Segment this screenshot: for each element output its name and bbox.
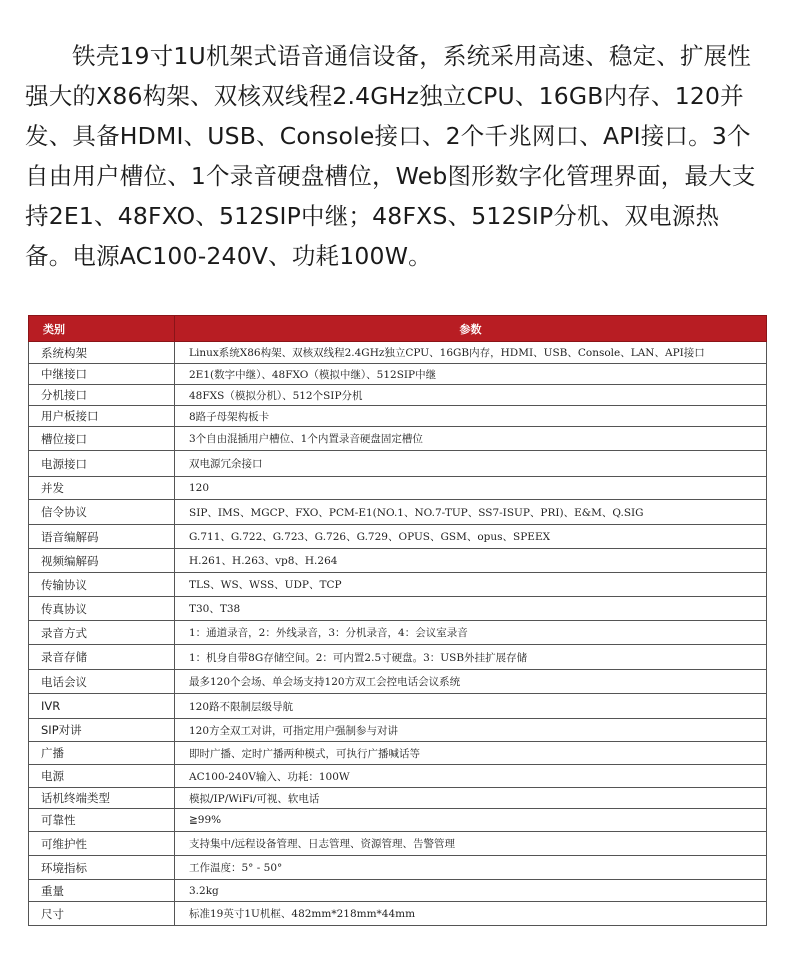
row-value: 双电源冗余接口 — [175, 451, 767, 477]
row-value: Linux系统X86构架、双核双线程2.4GHz独立CPU、16GB内存，HDMI、USB、Console、LAN、API接口 — [175, 342, 767, 364]
row-label: 电源接口 — [29, 451, 175, 477]
table-row — [29, 525, 767, 549]
row-value: 工作温度：5° - 50° — [175, 856, 767, 880]
row-label: 可维护性 — [29, 832, 175, 856]
row-value: 120路不限制层级导航 — [175, 694, 767, 719]
table-row — [29, 477, 767, 500]
row-value: G.711、G.722、G.723、G.726、G.729、OPUS、GSM、opus、SPEEX — [175, 525, 767, 549]
row-label: 电话会议 — [29, 670, 175, 694]
table-row — [29, 809, 767, 832]
table-row — [29, 385, 767, 406]
row-value: 3.2kg — [175, 880, 767, 902]
row-label: 用户板接口 — [29, 406, 175, 427]
spec-table-body — [29, 342, 767, 926]
row-value: 120 — [175, 477, 767, 500]
table-row — [29, 902, 767, 926]
table-row — [29, 427, 767, 451]
row-value: ≧99% — [175, 809, 767, 832]
table-row — [29, 451, 767, 477]
table-row — [29, 645, 767, 670]
row-value: 48FXS（模拟分机）、512个SIP分机 — [175, 385, 767, 406]
header-category: 类别 — [29, 316, 175, 342]
row-value: SIP、IMS、MGCP、FXO、PCM-E1(NO.1、NO.7-TUP、SS7-ISUP、PRI)、E&M、Q.SIG — [175, 500, 767, 525]
row-label: 广播 — [29, 742, 175, 765]
row-label: IVR — [29, 694, 175, 719]
row-value: 1：机身自带8G存储空间。2：可内置2.5寸硬盘。3：USB外挂扩展存储 — [175, 645, 767, 670]
row-label: 电源 — [29, 765, 175, 788]
table-row — [29, 832, 767, 856]
row-value: 1：通道录音，2：外线录音，3：分机录音，4：会议室录音 — [175, 621, 767, 645]
spec-table — [28, 315, 767, 926]
row-label: 传输协议 — [29, 573, 175, 597]
row-label: 传真协议 — [29, 597, 175, 621]
row-value: TLS、WS、WSS、UDP、TCP — [175, 573, 767, 597]
row-value: H.261、H.263、vp8、H.264 — [175, 549, 767, 573]
row-value: 2E1(数字中继）、48FXO（模拟中继）、512SIP中继 — [175, 364, 767, 385]
row-label: 重量 — [29, 880, 175, 902]
row-label: 分机接口 — [29, 385, 175, 406]
row-value: 最多120个会场、单会场支持120方双工会控电话会议系统 — [175, 670, 767, 694]
row-value: 8路子母架构板卡 — [175, 406, 767, 427]
table-row — [29, 694, 767, 719]
row-value: 标准19英寸1U机框、482mm*218mm*44mm — [175, 902, 767, 926]
table-row — [29, 342, 767, 364]
row-label: 环境指标 — [29, 856, 175, 880]
row-value: 3个自由混插用户槽位、1个内置录音硬盘固定槽位 — [175, 427, 767, 451]
header-params: 参数 — [175, 316, 767, 342]
row-label: 槽位接口 — [29, 427, 175, 451]
row-label: 尺寸 — [29, 902, 175, 926]
row-value: T30、T38 — [175, 597, 767, 621]
row-label: 语音编解码 — [29, 525, 175, 549]
table-row — [29, 856, 767, 880]
row-value: AC100-240V输入、功耗：100W — [175, 765, 767, 788]
table-row — [29, 719, 767, 742]
table-row — [29, 621, 767, 645]
row-label: 系统构架 — [29, 342, 175, 364]
row-label: 可靠性 — [29, 809, 175, 832]
row-label: 并发 — [29, 477, 175, 500]
table-row — [29, 500, 767, 525]
table-row — [29, 364, 767, 385]
row-label: 录音存储 — [29, 645, 175, 670]
row-label: 中继接口 — [29, 364, 175, 385]
row-label: 话机终端类型 — [29, 788, 175, 809]
row-value: 120方全双工对讲，可指定用户强制参与对讲 — [175, 719, 767, 742]
table-row — [29, 765, 767, 788]
table-row — [29, 880, 767, 902]
row-value: 支持集中/远程设备管理、日志管理、资源管理、告警管理 — [175, 832, 767, 856]
table-row — [29, 549, 767, 573]
row-label: 录音方式 — [29, 621, 175, 645]
row-label: SIP对讲 — [29, 719, 175, 742]
row-label: 视频编解码 — [29, 549, 175, 573]
table-row — [29, 573, 767, 597]
table-row — [29, 742, 767, 765]
row-label: 信令协议 — [29, 500, 175, 525]
table-row — [29, 597, 767, 621]
table-header-row — [29, 316, 767, 342]
row-value: 模拟/IP/WiFi/可视、软电话 — [175, 788, 767, 809]
table-row — [29, 670, 767, 694]
table-row — [29, 406, 767, 427]
table-row — [29, 788, 767, 809]
product-description: 铁壳19寸1U机架式语音通信设备，系统采用高速、稳定、扩展性强大的X86构架、双核双线程2.4GHz独立CPU、16GB内存、120并发、具备HDMI、USB、Console接口、2个千兆网口、API接口。3个自由用户槽位、1个录音硬盘槽位，Web图形数字化管理界面，最大支持2E1、48FXO、512SIP中继；48FXS、512SIP分机、双电源热备。电源AC100-240V、功耗100W。 — [25, 42, 756, 270]
row-value: 即时广播、定时广播两种模式，可执行广播喊话等 — [175, 742, 767, 765]
